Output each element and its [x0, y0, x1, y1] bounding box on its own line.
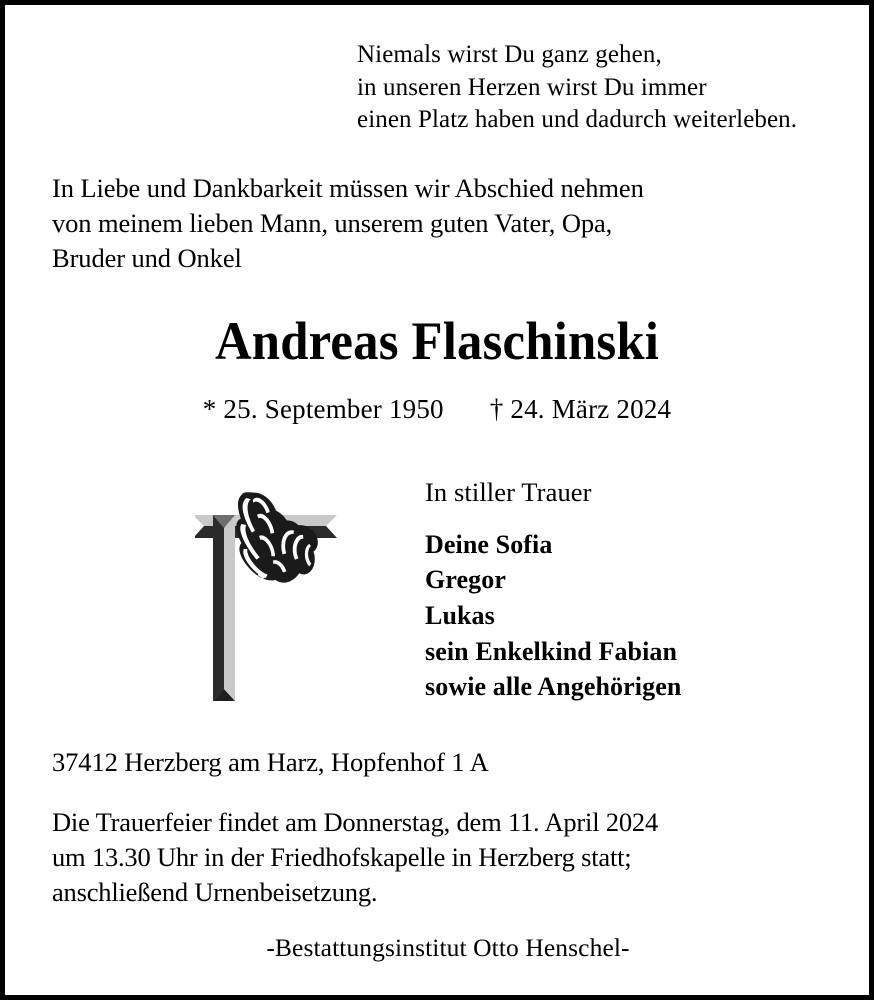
ceremony-line-3: anschließend Urnenbeisetzung. [52, 877, 378, 908]
intro-line-3: Bruder und Onkel [52, 243, 242, 274]
deceased-name: Andreas Flaschinski [214, 311, 660, 371]
mourners-block [425, 477, 681, 705]
verse-line-1: Niemals wirst Du ganz gehen, [357, 41, 662, 68]
mourner-name: Deine Sofia [425, 529, 553, 559]
mourner-name: Lukas [425, 601, 495, 631]
cross-with-praying-hands-icon [195, 460, 345, 705]
memorial-verse [357, 39, 797, 137]
mourners-heading: In stiller Trauer [425, 477, 592, 507]
death-date: † 24. März 2024 [489, 394, 672, 424]
praying-hands-icon [236, 492, 318, 582]
ceremony-line-2: um 13.30 Uhr in der Friedhofskapelle in Herzberg statt; [52, 842, 632, 873]
notice-inner [5, 5, 869, 995]
intro-text [52, 171, 829, 277]
verse-line-3: einen Platz haben und dadurch weiterleben. [357, 106, 798, 133]
address-line: 37412 Herzberg am Harz, Hopfenhof 1 A [52, 747, 489, 777]
mourner-name: Gregor [425, 565, 506, 595]
verse-line-2: in unseren Herzen wirst Du immer [357, 73, 707, 101]
life-dates [5, 394, 869, 425]
ceremony-details [52, 805, 833, 911]
mourners-list [425, 527, 681, 705]
intro-line-1: In Liebe und Dankbarkeit müssen wir Abschied nehmen [52, 173, 644, 203]
mourner-name: sein Enkelkind Fabian [425, 636, 678, 666]
funeral-home-credit: -Bestattungsinstitut Otto Henschel- [266, 933, 630, 962]
birth-date: * 25. September 1950 [202, 394, 444, 424]
intro-line-2: von meinem lieben Mann, unserem guten Vater, Opa, [52, 208, 613, 239]
ceremony-line-1: Die Trauerfeier findet am Donnerstag, dem 11. April 2024 [52, 807, 659, 837]
mourner-name: sowie alle Angehörigen [425, 672, 682, 702]
